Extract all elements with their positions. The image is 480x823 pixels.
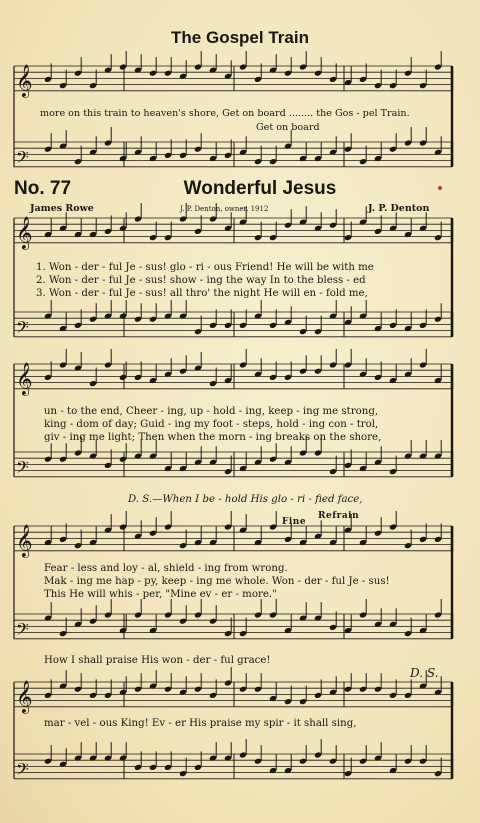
refrain-marking: Refrain: [318, 511, 360, 521]
bass-clef-icon: 𝄢: [16, 316, 29, 341]
treble-clef-icon: 𝄞: [16, 63, 33, 97]
verse3-line2: giv - ing me light; Then when the morn - ing breaks on the shore,: [44, 432, 382, 443]
ds-lyric-line: D. S.—When I be - hold His glo - ri - fied face,: [128, 494, 363, 505]
ds-marking: D. S.: [410, 666, 439, 680]
hymn1-lyric-line: more on this train to heaven's shore, Get on board ........ the Gos - pel Train.: [40, 108, 410, 119]
verse1-line2: un - to the end, Cheer - ing, up - hold - ing, keep - ing me strong,: [44, 406, 379, 417]
treble-clef-icon: 𝄞: [16, 361, 33, 395]
hymn-title-gospel-train: The Gospel Train: [171, 28, 309, 47]
verse2-line2: king - dom of day; Guid - ing my foot - steps, hold - ing con - trol,: [44, 419, 379, 430]
copyright-notice: J. P. Denton, owner. 1912: [180, 205, 269, 213]
verse2-line1: 2. Won - der - ful Je - sus! show - ing the way In to the bless - ed: [36, 275, 366, 286]
bass-clef-icon: 𝄢: [16, 146, 29, 171]
treble-clef-icon: 𝄞: [16, 523, 33, 557]
verse1-line3: Fear - less and loy - al, shield - ing from wrong.: [44, 563, 288, 574]
bass-clef-icon: 𝄢: [16, 758, 29, 783]
verse1-line1: 1. Won - der - ful Je - sus! glo - ri - ous Friend! He will be with me: [36, 262, 374, 273]
composer-credit: J. P. Denton: [368, 203, 430, 214]
bass-clef-icon: 𝄢: [16, 456, 29, 481]
refrain-lyric-line-2: mar - vel - ous King! Ev - er His praise my spir - it shall sing,: [44, 718, 357, 729]
verse2-line3: Mak - ing me hap - py, keep - ing me whole. Won - der - ful Je - sus!: [44, 576, 390, 587]
hymn-number: No. 77: [14, 178, 72, 199]
verse3-line1: 3. Won - der - ful Je - sus! all thro' the night He will en - fold me,: [36, 288, 368, 299]
bass-clef-icon: 𝄢: [16, 618, 29, 643]
verse3-line3: This He will whis - per, "Mine ev - er - more.": [44, 589, 277, 600]
treble-clef-icon: 𝄞: [16, 679, 33, 713]
author-credit: James Rowe: [30, 203, 94, 214]
hymn-title-wonderful-jesus: Wonderful Jesus: [183, 178, 337, 199]
decorative-dot: [438, 186, 442, 190]
fine-marking: Fine: [282, 517, 307, 527]
hymn1-echo-lyric: Get on board: [256, 122, 320, 133]
treble-clef-icon: 𝄞: [16, 215, 33, 249]
refrain-lyric-line: How I shall praise His won - der - ful grace!: [44, 655, 271, 666]
